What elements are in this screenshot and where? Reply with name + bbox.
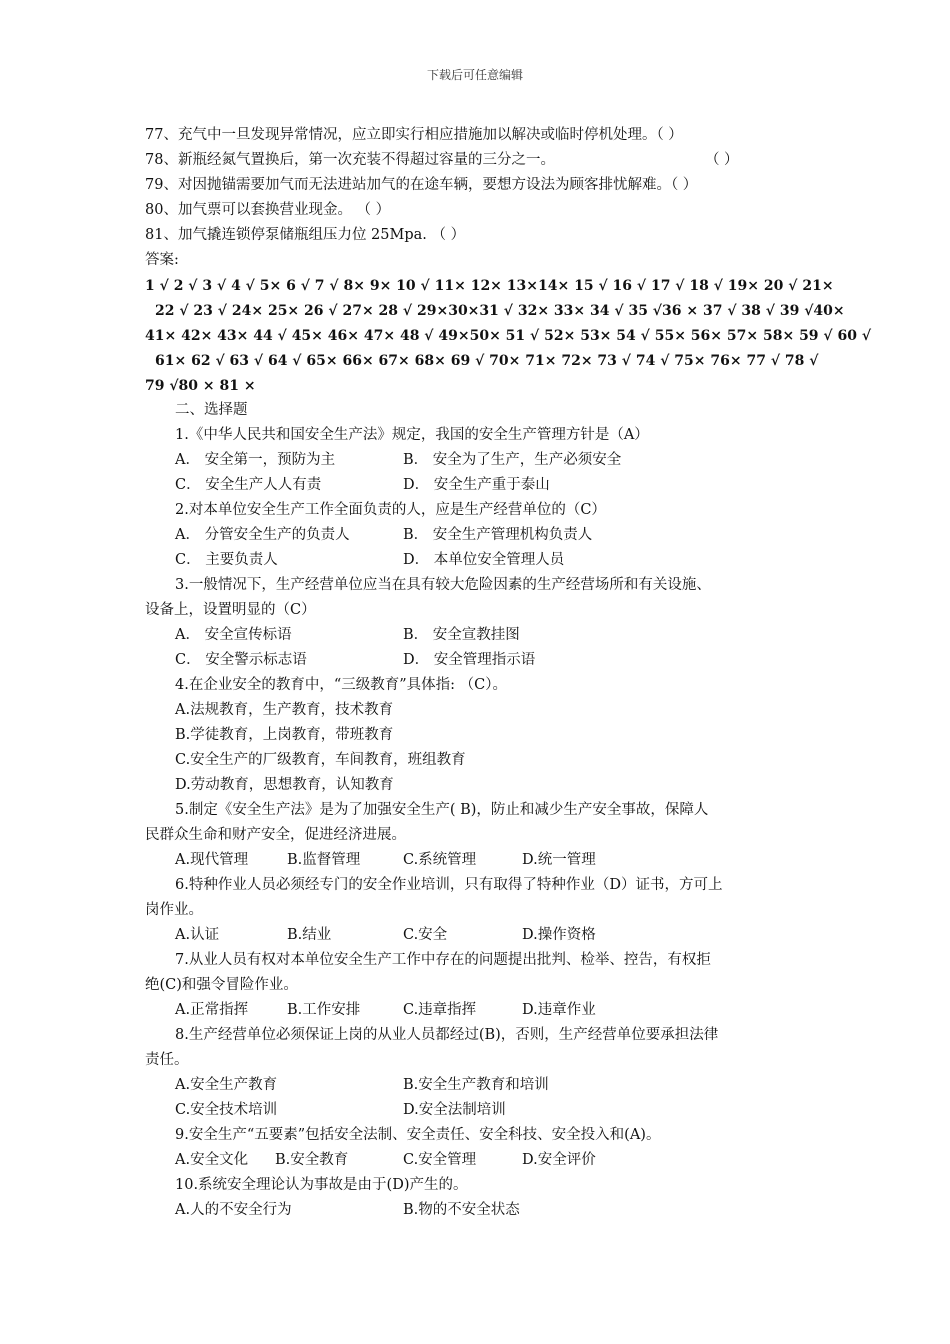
question-stem-cont: 责任。 bbox=[145, 1052, 189, 1068]
option-a: A.人的不安全行为 bbox=[175, 1202, 292, 1218]
option-row bbox=[145, 998, 815, 1023]
option-b: B． 安全生产管理机构负责人 bbox=[403, 527, 593, 543]
option-row bbox=[145, 1098, 815, 1123]
question-stem-cont: 民群众生命和财产安全，促进经济进展。 bbox=[145, 827, 406, 843]
option-d: D.安全法制培训 bbox=[403, 1102, 506, 1118]
option-row bbox=[145, 523, 815, 548]
option-a: A.正常指挥 bbox=[175, 1002, 249, 1018]
question-stem: 10.系统安全理论认为事故是由于(D)产生的。 bbox=[175, 1177, 468, 1193]
option-row bbox=[145, 448, 815, 473]
list-item: 80、加气票可以套换营业现金。 （ ） bbox=[145, 202, 391, 218]
option-c: C． 安全生产人人有责 bbox=[175, 477, 322, 493]
option-row bbox=[145, 648, 815, 673]
answer-paren: （ ） bbox=[704, 152, 739, 168]
option-a: A.法规教育，生产教育，技术教育 bbox=[175, 702, 394, 718]
option-c: C.安全生产的厂级教育，车间教育，班组教育 bbox=[175, 752, 466, 768]
option-a: A． 安全第一，预防为主 bbox=[175, 452, 336, 468]
option-row bbox=[145, 923, 815, 948]
answer-key bbox=[145, 274, 872, 399]
option-a: A.安全文化 bbox=[175, 1152, 249, 1168]
option-c: C.安全管理 bbox=[403, 1152, 477, 1168]
option-b: B.安全生产教育和培训 bbox=[403, 1077, 549, 1093]
question-stem: 8.生产经营单位必须保证上岗的从业人员都经过(B)，否则，生产经营单位要承担法律 bbox=[175, 1027, 719, 1043]
page-header: 下载后可任意编辑 bbox=[426, 68, 523, 82]
option-d: D.违章作业 bbox=[522, 1002, 596, 1018]
option-b: B.物的不安全状态 bbox=[403, 1202, 520, 1218]
option-c: C.安全技术培训 bbox=[175, 1102, 278, 1118]
question-stem: 9.安全生产“五要素”包括安全法制、安全责任、安全科技、安全投入和(A)。 bbox=[175, 1127, 661, 1143]
multiple-choice-section bbox=[145, 398, 815, 1223]
option-d: D.操作资格 bbox=[522, 927, 596, 943]
list-item: 81、加气撬连锁停泵储瓶组压力位 25Mpa. （ ） bbox=[145, 227, 466, 243]
option-d: D.劳动教育，思想教育，认知教育 bbox=[175, 777, 394, 793]
question-stem: 1.《中华人民共和国安全生产法》规定，我国的安全生产管理方针是（A） bbox=[175, 427, 649, 443]
option-b: B.工作安排 bbox=[287, 1002, 361, 1018]
option-d: D． 本单位安全管理人员 bbox=[403, 552, 565, 568]
option-row bbox=[145, 548, 815, 573]
option-d: D.统一管理 bbox=[522, 852, 596, 868]
option-b: B.安全教育 bbox=[275, 1152, 349, 1168]
question-stem: 5.制定《安全生产法》是为了加强安全生产( B)，防止和减少生产安全事故，保障人 bbox=[175, 802, 709, 818]
option-c: C． 安全警示标志语 bbox=[175, 652, 307, 668]
option-b: B． 安全为了生产，生产必须安全 bbox=[403, 452, 622, 468]
option-c: C． 主要负责人 bbox=[175, 552, 278, 568]
question-stem-cont: 设备上，设置明显的（C） bbox=[145, 602, 316, 618]
option-d: D． 安全管理指示语 bbox=[403, 652, 536, 668]
option-c: C.安全 bbox=[403, 927, 448, 943]
option-c: C.违章指挥 bbox=[403, 1002, 477, 1018]
answer-line: 61× 62 √ 63 √ 64 √ 65× 66× 67× 68× 69 √ 70× 71× 72× 73 √ 74 √ 75× 76× 77 √ 78 √ bbox=[155, 353, 819, 369]
list-item: 78、新瓶经氮气置换后，第一次充装不得超过容量的三分之一。 （ ） bbox=[145, 148, 825, 173]
option-b: B.结业 bbox=[287, 927, 332, 943]
option-row bbox=[145, 623, 815, 648]
option-b: B.学徒教育，上岗教育，带班教育 bbox=[175, 727, 394, 743]
option-c: C.系统管理 bbox=[403, 852, 477, 868]
answer-line: 22 √ 23 √ 24× 25× 26 √ 27× 28 √ 29×30×31 √ 32× 33× 34 √ 35 √36 × 37 √ 38 √ 39 √40× bbox=[155, 303, 845, 319]
question-stem: 3.一般情况下，生产经营单位应当在具有较大危险因素的生产经营场所和有关设施、 bbox=[175, 577, 711, 593]
true-false-list bbox=[145, 123, 825, 273]
question-stem-cont: 绝(C)和强令冒险作业。 bbox=[145, 977, 298, 993]
question-stem: 6.特种作业人员必须经专门的安全作业培训，只有取得了特种作业（D）证书，方可上 bbox=[175, 877, 723, 893]
section-title: 二、选择题 bbox=[175, 402, 248, 418]
option-a: A.现代管理 bbox=[175, 852, 249, 868]
option-b: B． 安全宣教挂图 bbox=[403, 627, 520, 643]
answer-line: 79 √80 × 81 × bbox=[145, 378, 256, 394]
list-item: 79、对因抛锚需要加气而无法进站加气的在途车辆，要想方设法为顾客排忧解难。（ ） bbox=[145, 177, 698, 193]
option-a: A.安全生产教育 bbox=[175, 1077, 278, 1093]
option-b: B.监督管理 bbox=[287, 852, 361, 868]
question-stem: 4.在企业安全的教育中，“三级教育”具体指: （C）。 bbox=[175, 677, 507, 693]
option-a: A． 安全宣传标语 bbox=[175, 627, 292, 643]
option-d: D.安全评价 bbox=[522, 1152, 596, 1168]
option-row bbox=[145, 473, 815, 498]
question-stem-cont: 岗作业。 bbox=[145, 902, 203, 918]
option-d: D． 安全生产重于泰山 bbox=[403, 477, 550, 493]
option-a: A.认证 bbox=[175, 927, 220, 943]
option-row bbox=[145, 1148, 815, 1173]
list-item: 77、充气中一旦发现异常情况，应立即实行相应措施加以解决或临时停机处理。（ ） bbox=[145, 127, 683, 143]
option-row bbox=[145, 1073, 815, 1098]
answer-line: 41× 42× 43× 44 √ 45× 46× 47× 48 √ 49×50× 51 √ 52× 53× 54 √ 55× 56× 57× 58× 59 √ 60 √ bbox=[145, 328, 872, 344]
option-a: A． 分管安全生产的负责人 bbox=[175, 527, 350, 543]
option-row bbox=[145, 848, 815, 873]
answer-line: 1 √ 2 √ 3 √ 4 √ 5× 6 √ 7 √ 8× 9× 10 √ 11× 12× 13×14× 15 √ 16 √ 17 √ 18 √ 19× 20 √ 21× bbox=[145, 278, 834, 294]
question-stem: 7.从业人员有权对本单位安全生产工作中存在的问题提出批判、检举、控告，有权拒 bbox=[175, 952, 711, 968]
answers-label: 答案: bbox=[145, 252, 179, 268]
option-row bbox=[145, 1198, 815, 1223]
question-stem: 2.对本单位安全生产工作全面负责的人，应是生产经营单位的（C） bbox=[175, 502, 606, 518]
